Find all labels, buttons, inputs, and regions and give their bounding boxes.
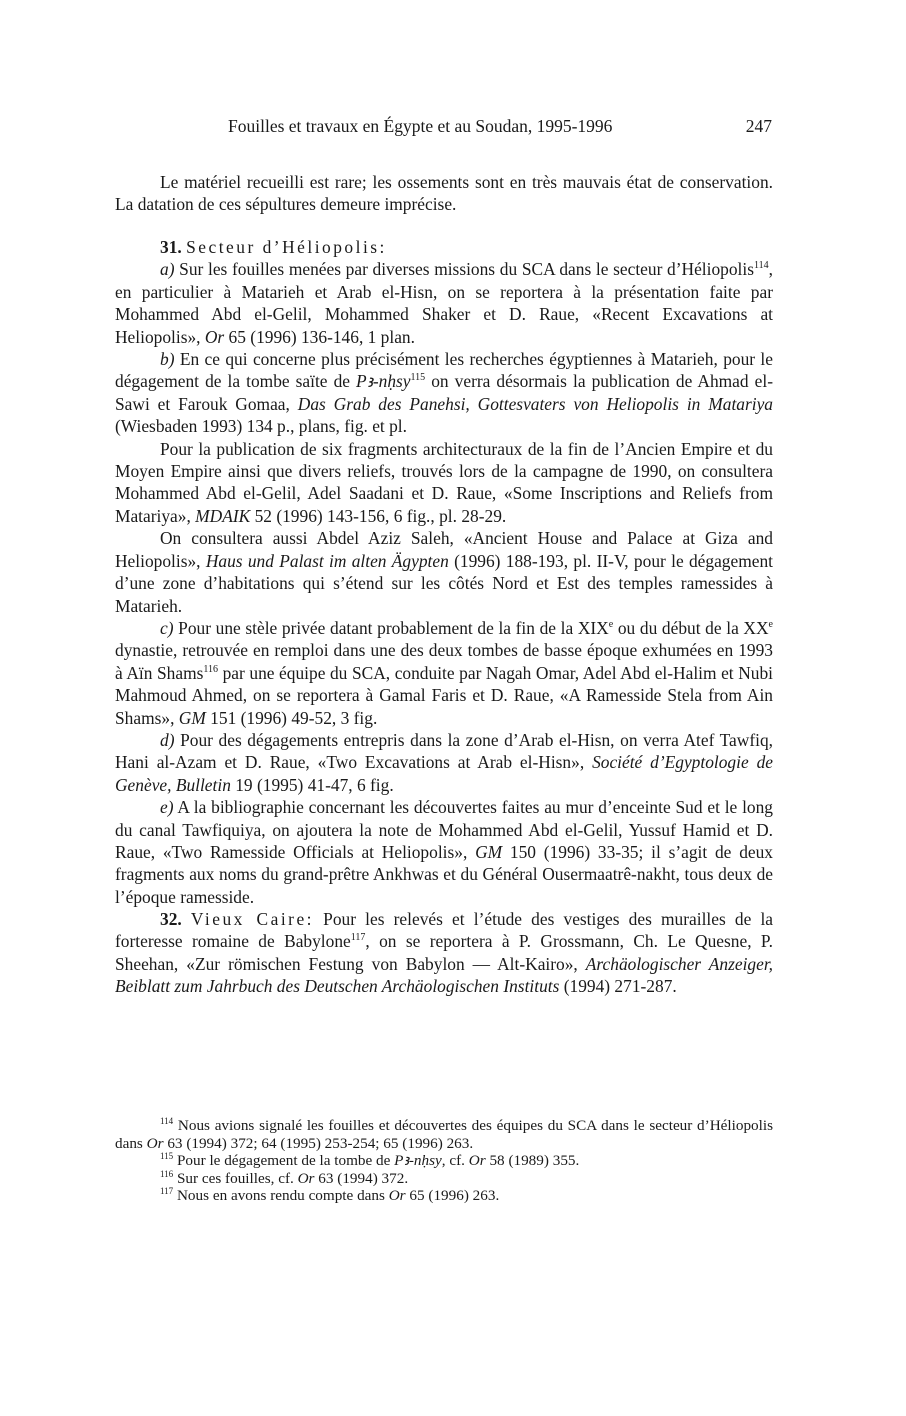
section-number: 31. [160, 237, 182, 257]
running-header [228, 116, 772, 140]
item-label: c) [160, 617, 174, 638]
paragraph-a: a) Sur les fouilles menées par diverses missions du SCA dans le secteur d’Héliopolis$^{114}$, en particulier à Matarieh et Arab el-Hisn, on se reportera à la présentation faite par Mohammed Abd el-Gelil, Mohammed Shaker et D. Raue, «Recent Excavations at Heliopolis», Or 65 (1996) 136-146, 1 plan. [115, 259, 773, 347]
footnote-number: 115 [160, 1151, 174, 1162]
section-31-heading [115, 236, 773, 258]
journal-title: GM [178, 707, 206, 728]
footnote-number: 117 [160, 1186, 174, 1197]
journal-title: Or [204, 326, 225, 347]
paragraph-saleh: On consultera aussi Abdel Aziz Saleh, «Ancient House and Palace at Giza and Heliopolis», Haus und Palast im alten Ägypten (1996) 188-193, pl. II-V, pour le dégagement d’une zone d’habitations qui s’étend sur les côtés Nord et Est des temples ramessides à Matarieh. [115, 528, 773, 616]
book-title: Das Grab des Panehsi, Gottesvaters von Heliopolis in Matariya [297, 393, 773, 414]
footnote-ref: 115 [410, 372, 426, 384]
footnote-number: 114 [160, 1116, 174, 1126]
intro-paragraph: Le matériel recueilli est rare; les ossements sont en très mauvais état de conservation. La datation de ces sépultures demeure imprécise. [115, 172, 773, 215]
item-label: e) [160, 797, 174, 818]
footnote: $^{115}$ Pour le dégagement de la tombe de Pꜣ-nḥsy, cf. Or 58 (1989) 355. [160, 1151, 580, 1170]
paragraph-e: e) A la bibliographie concernant les découvertes faites au mur d’enceinte Sud et le long du canal Tawfiquiya, on ajoutera la note de Mohammed Abd el-Gelil, Yussuf Hamid et D. Raue, «Two Ramesside Officials at Heliopolis», GM 150 (1996) 33-35; il s’agit de deux fragments aux noms du grand-prêtre Ankhwas et du Général Ousermaatrê-nakht, tous deux de l’époque ramesside. [115, 797, 773, 907]
footnotes [115, 1117, 773, 1205]
footnote: $^{117}$ Nous en avons rendu compte dans Or 65 (1996) 263. [160, 1186, 500, 1205]
page-number: 247 [745, 116, 772, 136]
footnote: $^{116}$ Sur ces fouilles, cf. Or 63 (1994) 372. [160, 1168, 409, 1187]
paragraph-d: d) Pour des dégagements entrepris dans la zone d’Arab el-Hisn, on verra Atef Tawfiq, Hani al-Azam et D. Raue, «Two Excavations at Arab el-Hisn», Société d’Egyptologie de Genève, Bulletin 19 (1995) 41-47, 6 fig. [115, 729, 773, 795]
journal-title: GM [475, 841, 503, 862]
item-label: d) [160, 729, 175, 750]
section-32: 32. Vieux Caire: Pour les relevés et l’étude des vestiges des murailles de la forteresse romaine de Babylone$^{117}$, on se reportera à P. Grossmann, Ch. Le Quesne, P. Sheehan, «Zur römischen Festung von Babylon — Alt-Kairo», Archäologischer Anzeiger, Beiblatt zum Jahrbuch des Deutschen Archäologischen Instituts (1994) 271-287. [115, 909, 774, 997]
footnote-ref: 116 [203, 663, 219, 675]
book-title: Haus und Palast im alten Ägypten [205, 550, 449, 571]
journal-title: Société d’Egyptologie de Genève, Bulletin [115, 752, 773, 795]
section-title: Secteur d’Héliopolis: [186, 237, 387, 257]
footnote: $^{114}$ Nous avions signalé les fouilles et découvertes des équipes du SCA dans le secteur d’Héliopolis dans Or 63 (1994) 372; 64 (1995) 253-254; 65 (1996) 263. [115, 1116, 773, 1152]
superscript: e [608, 618, 614, 630]
section-number: 32. [160, 909, 182, 929]
section-title: Vieux Caire: [190, 909, 315, 929]
section-31 [115, 236, 773, 908]
footnote-ref: 114 [754, 260, 769, 272]
footnote-ref: 117 [350, 932, 366, 944]
item-label: b) [160, 349, 175, 370]
journal-title: MDAIK [195, 505, 251, 526]
superscript: e [768, 618, 773, 630]
item-label: a) [160, 259, 175, 280]
footnote-number: 116 [160, 1168, 174, 1179]
paragraph-fragments: Pour la publication de six fragments architecturaux de la fin de l’Ancien Empire et du Moyen Empire ainsi que divers reliefs, trouvés lors de la campagne de 1990, on consultera Mohammed Abd el-Gelil, Adel Saadani et D. Raue, «Some Inscriptions and Reliefs from Matariya», MDAIK 52 (1996) 143-156, 6 fig., pl. 28-29. [115, 438, 773, 526]
tomb-name: Pꜣ-nḥsy [356, 371, 411, 392]
running-title: Fouilles et travaux en Égypte et au Soudan, 1995-1996 [228, 116, 613, 136]
journal-title: Archäologischer Anzeiger, Beiblatt zum Jahrbuch des Deutschen Archäologischen Instituts [115, 953, 774, 997]
paragraph-b: b) En ce qui concerne plus précisément les recherches égyptiennes à Matarieh, pour le dégagement de la tombe saïte de Pꜣ-nḥsy$^{115}$ on verra désormais la publication de Ahmad el-Sawi et Farouk Gomaa, Das Grab des Panehsi, Gottesvaters von Heliopolis in Matariya (Wiesbaden 1993) 134 p., plans, fig. et pl. [115, 349, 773, 437]
paragraph-c: c) Pour une stèle privée datant probablement de la fin de la XIXe ou du début de la XXe dynastie, retrouvée en remploi dans une des deux tombes de basse époque exhumées en 1993 à Aïn Shams$^{116}$ par une équipe du SCA, conduite par Nagah Omar, Adel Abd el-Halim et Nubi Mahmoud Ahmed, on se reportera à Gamal Faris et D. Raue, «A Ramesside Stela from Ain Shams», GM 151 (1996) 49-52, 3 fig. [115, 617, 773, 728]
